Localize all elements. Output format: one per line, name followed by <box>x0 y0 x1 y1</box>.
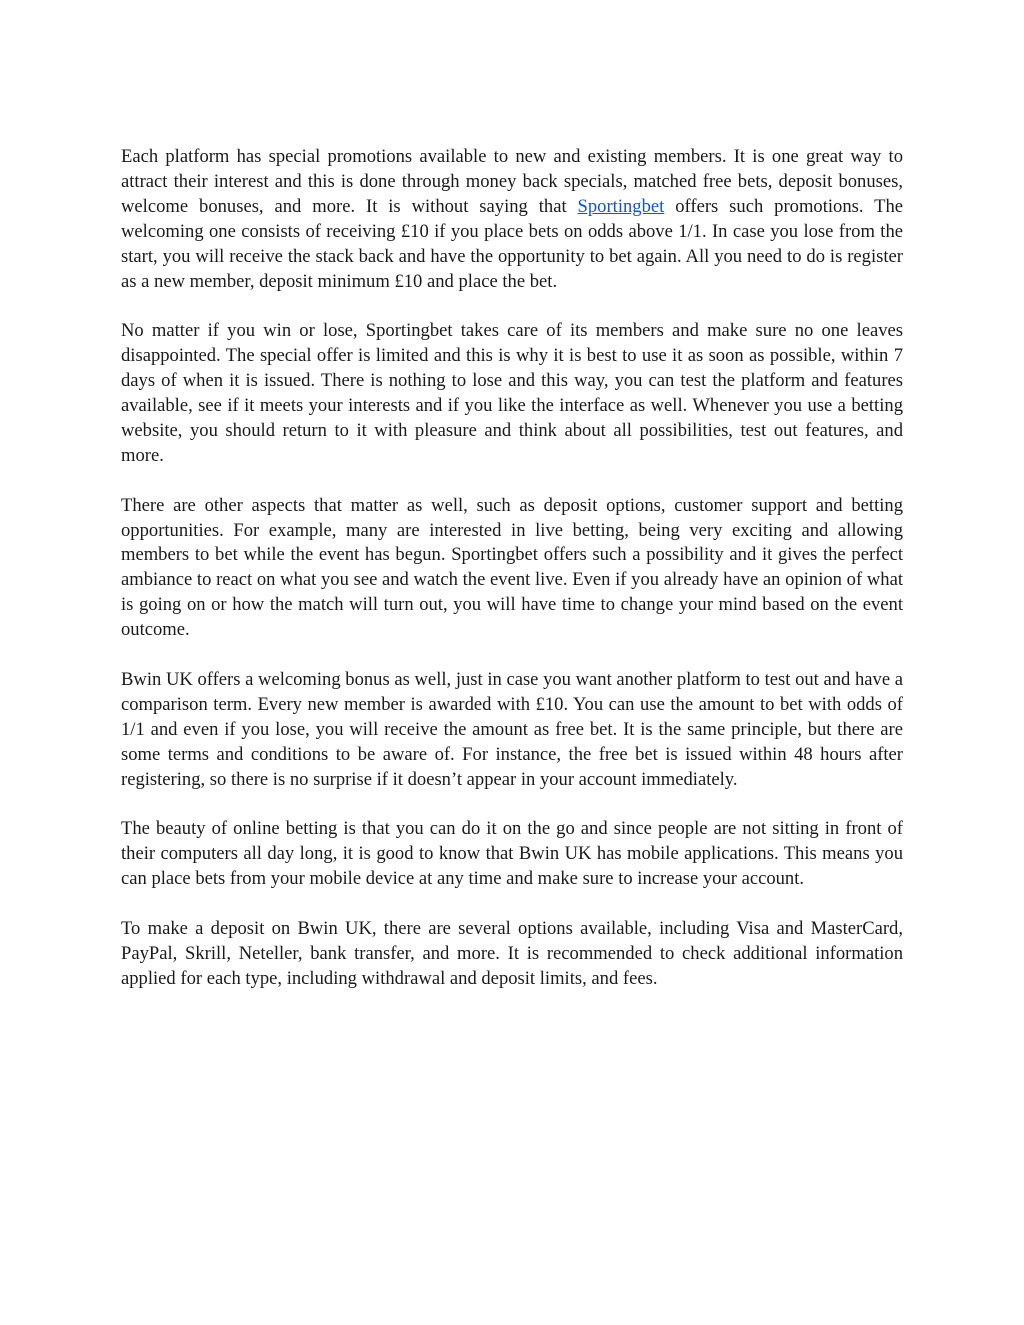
paragraph-promotions-text-end: offers such promotions. The welcoming one consists of receiving £10 if you place bets on odds above 1/1. In case you lose from the start, you will receive the stack back and have the opportunity to bet again. All you need to do is register as a new member, deposit minimum £10 and place the bet. <box>121 195 903 292</box>
sportingbet-link[interactable]: Sportingbet <box>577 195 665 217</box>
paragraph-promotions-text-start: Each platform has special promotions available to new and existing members. It is one great way to attract their interest and this is done through money back specials, matched free bets, deposit bonuses, welcome bonuses, and more. It is without saying that <box>121 146 903 217</box>
paragraph-bwin-bonus: Bwin UK offers a welcoming bonus as well, just in case you want another platform to test out and have a comparison term. Every new member is awarded with £10. You can use the amount to bet with odds of 1/1 and even if you lose, you will receive the amount as free bet. It is the same principle, but there are some terms and conditions to be aware of. For instance, the free bet is issued within 48 hours after registering, so there is no surprise if it doesn’t appear in your account immediately. <box>121 668 903 790</box>
paragraph-promotions <box>121 145 903 294</box>
paragraph-win-or-lose: No matter if you win or lose, Sportingbet takes care of its members and make sure no one leaves disappointed. The special offer is limited and this is why it is best to use it as soon as possible, within 7 days of when it is issued. There is nothing to lose and this way, you can test the platform and features available, see if it meets your interests and if you like the interface as well. Whenever you use a betting website, you should return to it with pleasure and think about all possibilities, test out features, and more. <box>121 320 903 466</box>
paragraph-mobile-betting: The beauty of online betting is that you can do it on the go and since people are not sitting in front of their computers all day long, it is good to know that Bwin UK has mobile applications. This means you can place bets from your mobile device at any time and make sure to increase your account. <box>121 818 903 890</box>
paragraph-other-aspects: There are other aspects that matter as well, such as deposit options, customer support and betting opportunities. For example, many are interested in live betting, being very exciting and allowing members to bet while the event has begun. Sportingbet offers such a possibility and it gives the perfect ambiance to react on what you see and watch the event live. Even if you already have an opinion of what is going on or how the match will turn out, you will have time to change your mind based on the event outcome. <box>121 494 903 641</box>
document-body <box>121 145 903 1017</box>
paragraph-deposit-options: To make a deposit on Bwin UK, there are several options available, including Visa and MasterCard, PayPal, Skrill, Neteller, bank transfer, and more. It is recommended to check additional information applied for each type, including withdrawal and deposit limits, and fees. <box>121 918 903 989</box>
